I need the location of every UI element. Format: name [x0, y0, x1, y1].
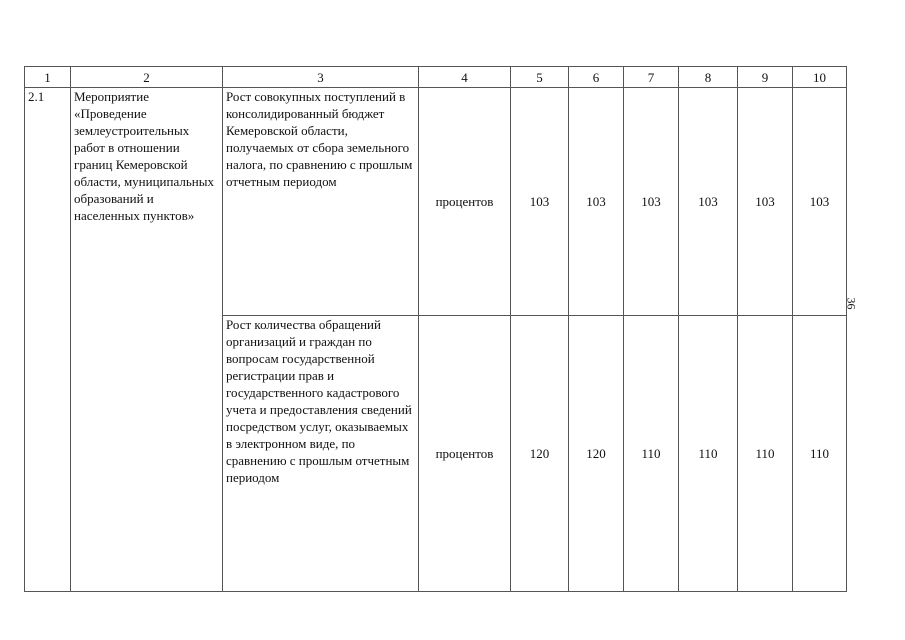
- indicator-value: 103: [569, 88, 624, 316]
- column-header: 10: [793, 67, 847, 88]
- page-number: 36: [844, 297, 859, 310]
- indicator-value: 103: [793, 88, 847, 316]
- indicator-table: [24, 66, 847, 592]
- indicator-value: 103: [511, 88, 569, 316]
- indicator-value: 103: [679, 88, 738, 316]
- indicator-value: 110: [738, 316, 793, 592]
- column-header: 2: [71, 67, 223, 88]
- indicator-value: 110: [793, 316, 847, 592]
- column-header: 3: [223, 67, 419, 88]
- indicator-name: Рост совокупных поступлений в консолидированный бюджет Кемеровской области, получаемых от сбора земельного налога, по сравнению с прошлым отчетным периодом: [223, 88, 419, 316]
- row-index: 2.1: [25, 88, 71, 592]
- column-header: 7: [624, 67, 679, 88]
- indicator-value: 110: [624, 316, 679, 592]
- indicator-unit: процентов: [419, 88, 511, 316]
- indicator-value: 110: [679, 316, 738, 592]
- measure-name: Мероприятие «Проведение землеустроительных работ в отношении границ Кемеровской области, муниципальных образований и населенных пунктов»: [71, 88, 223, 592]
- column-header: 4: [419, 67, 511, 88]
- indicator-value: 120: [569, 316, 624, 592]
- indicator-value: 120: [511, 316, 569, 592]
- column-header: 1: [25, 67, 71, 88]
- column-header: 5: [511, 67, 569, 88]
- indicator-value: 103: [738, 88, 793, 316]
- indicator-value: 103: [624, 88, 679, 316]
- table-row: [25, 88, 847, 316]
- indicator-name: Рост количества обращений организаций и граждан по вопросам государственной регистрации прав и государственного кадастрового учета и предоставления сведений посредством услуг, оказываемых в электронном виде, по сравнению с прошлым отчетным периодом: [223, 316, 419, 592]
- indicator-unit: процентов: [419, 316, 511, 592]
- column-header: 9: [738, 67, 793, 88]
- column-header: 8: [679, 67, 738, 88]
- header-row: [25, 67, 847, 88]
- column-header: 6: [569, 67, 624, 88]
